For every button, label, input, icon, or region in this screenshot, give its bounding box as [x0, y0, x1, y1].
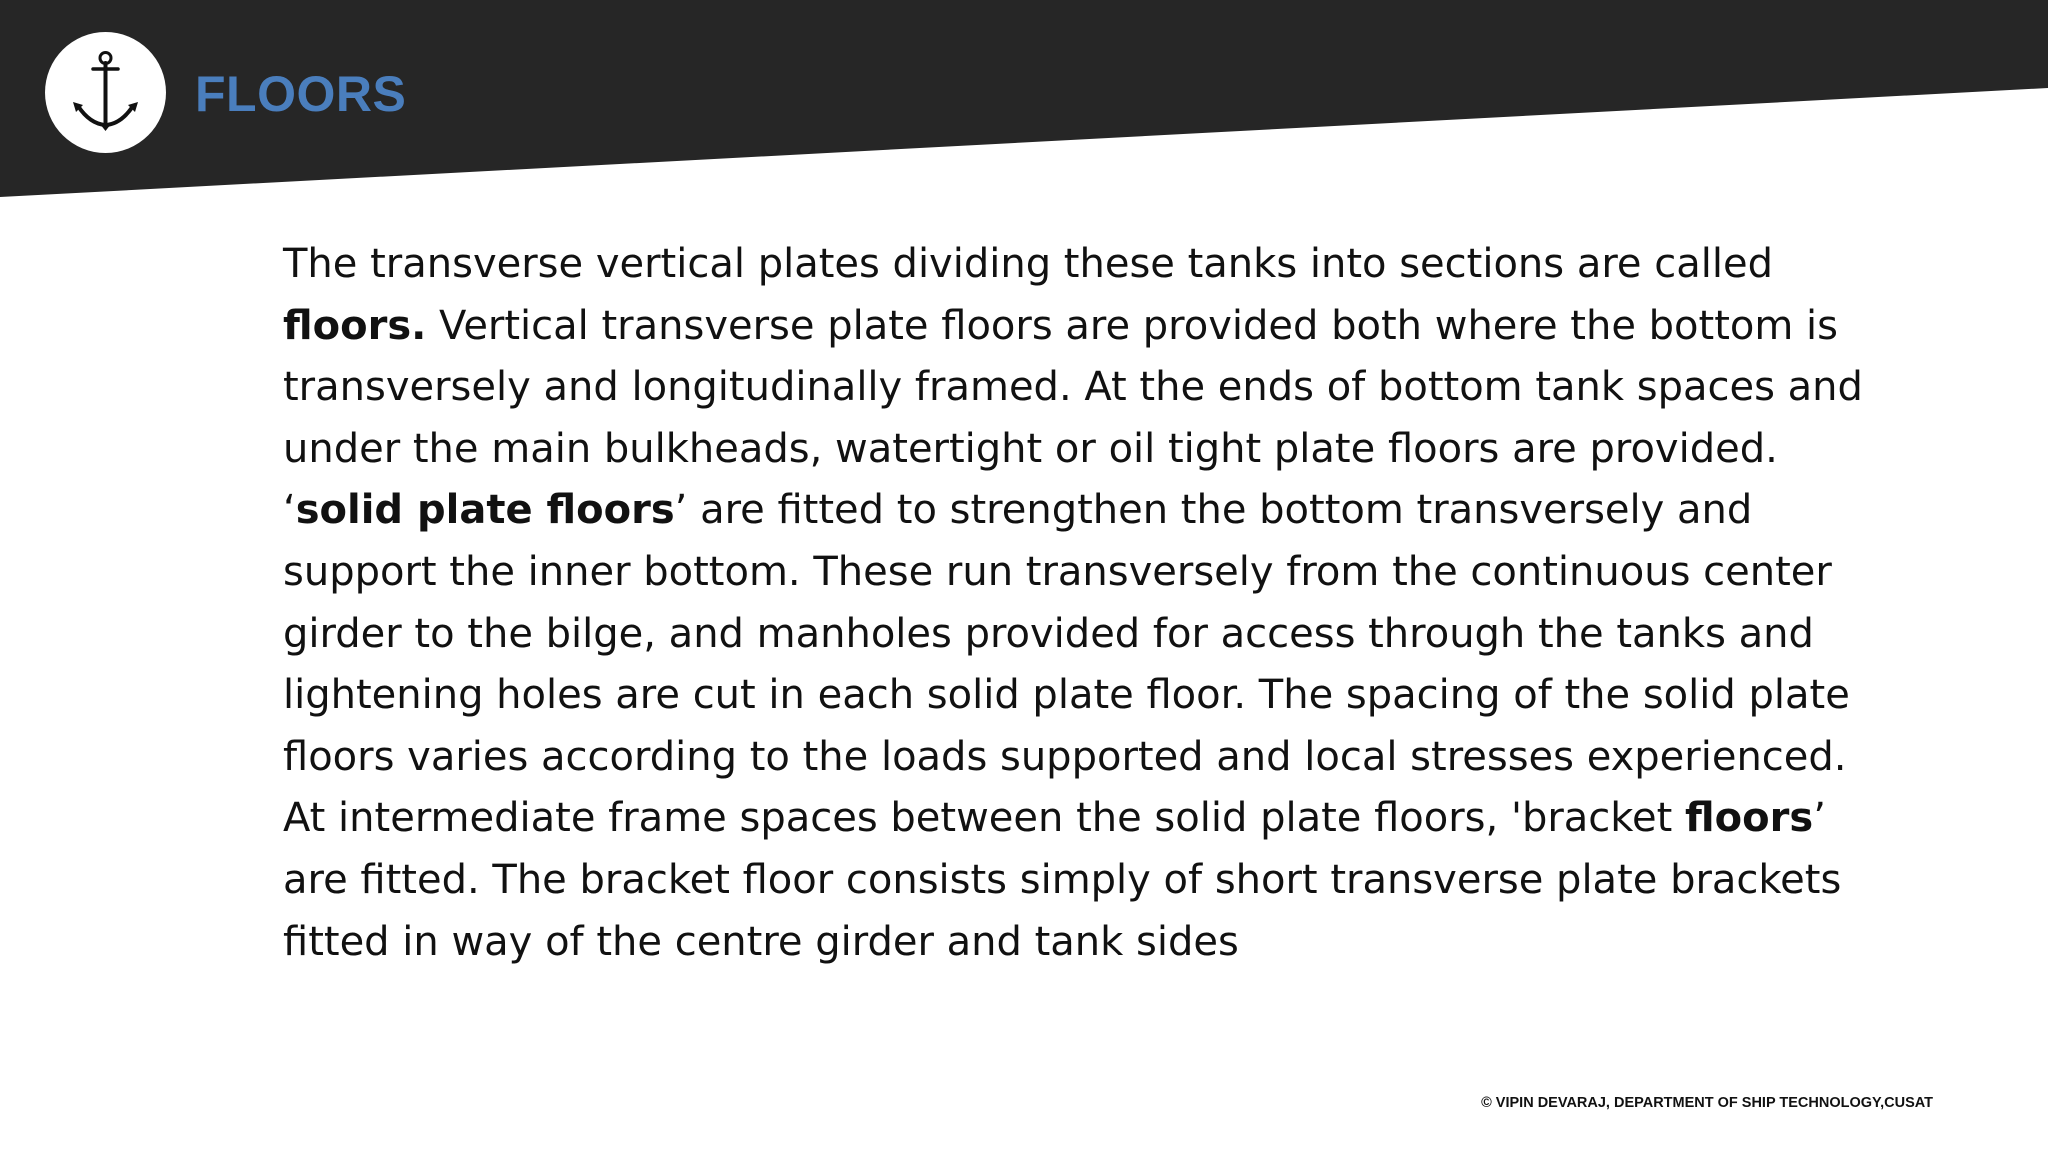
paragraph-line	[283, 480, 1903, 542]
copyright-footer: © VIPIN DEVARAJ, DEPARTMENT OF SHIP TECHNOLOGY,CUSAT	[1481, 1095, 1933, 1111]
text-run: Vertical transverse plate floors are provided both where the bottom is	[426, 302, 1838, 349]
paragraph-line	[283, 542, 1903, 604]
paragraph-line	[283, 296, 1903, 358]
bold-term: floors	[1685, 795, 1814, 842]
anchor-icon	[45, 32, 166, 153]
text-run: The transverse vertical plates dividing these tanks into sections are called	[283, 241, 1773, 287]
text-run: fitted in way of the centre girder and tank sides	[283, 918, 1239, 965]
text-run: ’	[1813, 795, 1826, 842]
logo-badge	[45, 32, 166, 153]
text-run: are fitted. The bracket floor consists simply of short transverse plate brackets	[283, 856, 1842, 903]
paragraph-line	[283, 604, 1903, 666]
text-run: girder to the bilge, and manholes provided for access through the tanks and	[283, 610, 1814, 657]
text-run: transversely and longitudinally framed. At the ends of bottom tank spaces and	[283, 364, 1863, 411]
slide-title: FLOORS	[195, 66, 407, 122]
text-run: ‘	[283, 487, 296, 534]
text-run: At intermediate frame spaces between the solid plate floors, 'bracket	[283, 795, 1686, 842]
text-run: under the main bulkheads, watertight or oil tight plate floors are provided.	[283, 425, 1778, 472]
paragraph-line	[283, 419, 1903, 481]
paragraph-line	[283, 727, 1903, 789]
paragraph-line	[283, 357, 1903, 419]
text-run: support the inner bottom. These run transversely from the continuous center	[283, 548, 1832, 595]
bold-term: floors.	[283, 302, 427, 349]
bold-term: solid plate floors	[295, 487, 675, 534]
body-paragraph	[283, 234, 1903, 973]
text-run: ’ are fitted to strengthen the bottom transversely and	[674, 487, 1753, 534]
paragraph-line	[283, 665, 1903, 727]
paragraph-line	[283, 912, 1903, 974]
paragraph-line	[283, 788, 1903, 850]
paragraph-line	[283, 850, 1903, 912]
text-run: floors varies according to the loads supported and local stresses experienced.	[283, 733, 1847, 780]
paragraph-line	[283, 234, 1903, 296]
text-run: lightening holes are cut in each solid plate floor. The spacing of the solid plate	[283, 672, 1850, 719]
